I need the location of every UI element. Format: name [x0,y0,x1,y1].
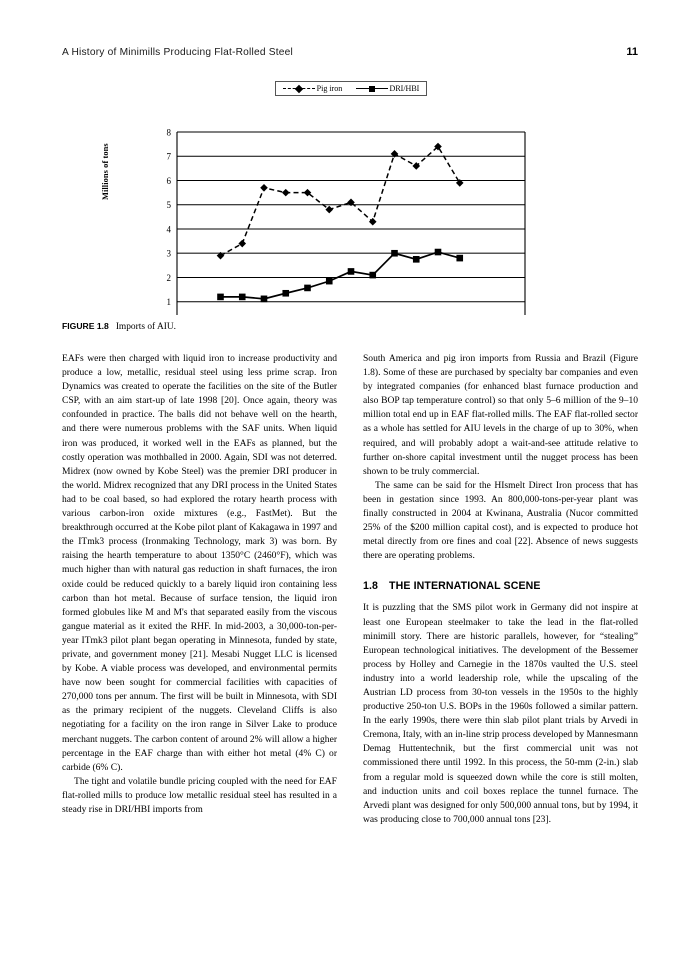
figure-caption-label: FIGURE 1.8 [62,321,109,331]
legend-item-pig-iron [283,84,343,93]
svg-text:7: 7 [166,151,171,162]
svg-text:8: 8 [166,127,171,138]
svg-text:3: 3 [166,248,171,259]
body-columns [62,352,638,937]
svg-text:6: 6 [166,175,171,186]
legend-key-solid-line-icon [356,84,388,93]
paragraph: It is puzzling that the SMS pilot work in Germany did not inspire at least one European steelmaker to take the lead in the flat-rolled minimill story. There are historic parallels, however, for “stealing” European technological initiatives. The development of the Bessemer process by Holley and Carnegie in the 1870s vaulted the U.S. steel industry into a world leadership role, while the upscaling of the Austrian LD process from 30-ton vessels in the 1950s to the highly productive 250-ton U.S. BOPs in the 1960s followed a similar pattern. In the early 1990s, there were thin slab pilot plant trials by Arvedi in Cremona, Italy, with an in-line strip process developed by Mannesmann Demag Huttentechnik, but the first commercial unit was not commissioned there until 1992. In this process, the 50-mm (2-in.) slab from a regular mold is squeezed down while the core is still molten, and induction units and coil boxes replace the tunnel furnace. The Arvedi plant was designed for only 500,000 annual tons, but by 1994, it was producing close to 700,000 annual tons [23]. [363,602,638,825]
svg-text:2: 2 [166,272,171,283]
svg-text:1: 1 [166,297,171,308]
line-chart [62,100,638,315]
paragraph: EAFs were then charged with liquid iron to increase productivity and produce a low, metallic, residual steel using less prime scrap. Iron Dynamics was created to operate the facilities on the site of the Butler CSP, with an aim start-up of late 1998 [20]. Once again, theory was confounded in practice. The balls did not behave well on the hearth, and there were numerous problems with the SAF units. When liquid iron was produced, it worked well in the EAFs as planned, but the costly operation was mothballed in 2000. Again, SDI was not deterred. Midrex (now owned by Kobe Steel) was the premier DRI producer in the world. Midrex recognized that any DRI process in the United States had to be coal based, so had explored the rotary hearth process with various carbon-iron oxide mixtures (e.g., FastMet). But the breakthrough occurred at the Kobe pilot plant of Kakagawa in 1997 and the ITmk3 process (Ironmaking Technology, mark 3) was born. By raising the hearth temperature to about 1350°C (2460°F), which was much higher than with natural gas reduction in shaft furnaces, the iron oxide could be reduced quickly to a barely liquid iron containing less carbon than hot metal. Because of surface tension, the liquid iron formed globules like M and M's that separated easily from the viscous gangue material as it exited the RHF. In mid-2003, a 30,000-ton-per-year ITmk3 pilot plant began operating in Minnesota, funded by state, private, and government money [21]. Mesabi Nugget LLC is licensed by Kobe. A viable process was developed, and environmental permits have now been sought for commercial facilities with capacities of 270,000 tons per annum. The first will be built in Minnesota, with SDI as the primary recipient of the nuggets. Cleveland Cliffs is also negotiating for a facility on the iron range in Silver Lake to produce merchant nuggets. The carbon content of around 2% will allow a higher percentage in the EAF charge than with either hot metal (4% C) or carbide (6% C). [62,353,337,773]
running-head-title: A History of Minimills Producing Flat-Rolled Steel [62,47,294,58]
figure-caption [62,321,638,332]
svg-text:4: 4 [166,224,171,235]
section-title: THE INTERNATIONAL SCENE [389,580,541,593]
chart-legend [275,81,427,96]
right-column [363,352,638,937]
chart-y-axis-label: Millions of tons [101,143,110,200]
section-number: 1.8 [363,580,379,593]
left-column [62,352,337,937]
legend-label-pig-iron: Pig iron [316,84,343,93]
legend-item-dri-hbi [356,84,420,93]
square-marker-icon [369,86,375,92]
svg-text:5: 5 [166,200,171,211]
page-number: 11 [626,46,638,58]
running-head [62,46,638,64]
diamond-marker-icon [294,84,302,92]
paragraph: The same can be said for the HIsmelt Direct Iron process that has been in gestation since 1993. An 800,000-tons-per-year plant was finally constructed in 2004 at Kwinana, Australia (Nucor committed 25% of the $200 million capital cost), and is expected to produce hot metal directly from ore fines and coal [22]. Absence of news suggests there are operating problems. [363,479,638,562]
section-heading [363,580,638,592]
paragraph: The tight and volatile bundle pricing coupled with the need for EAF flat-rolled mills to produce low metallic residual steel has resulted in a steady rise in DRI/HBI imports from [62,775,337,815]
legend-key-dashed-line-icon [283,84,315,93]
chart-area [62,100,638,315]
figure-caption-text: Imports of AIU. [115,322,176,332]
legend-label-dri-hbi: DRI/HBI [389,84,420,93]
paragraph: South America and pig iron imports from Russia and Brazil (Figure 1.8). Some of these are purchased by specialty bar companies and even by integrated companies (for enhanced blast furnace production and also BOP tap temperature control) so that only 5–6 million of the 9–10 million total end up in EAF flat-rolled mills. The EAF flat-rolled sector as a whole has settled for AIU levels in the charge of up to 30%, when required, and will probably adopt a wait-and-see attitude relative to further on-shore capital investment until the nugget process has been shown to be truly commercial. [363,353,638,477]
